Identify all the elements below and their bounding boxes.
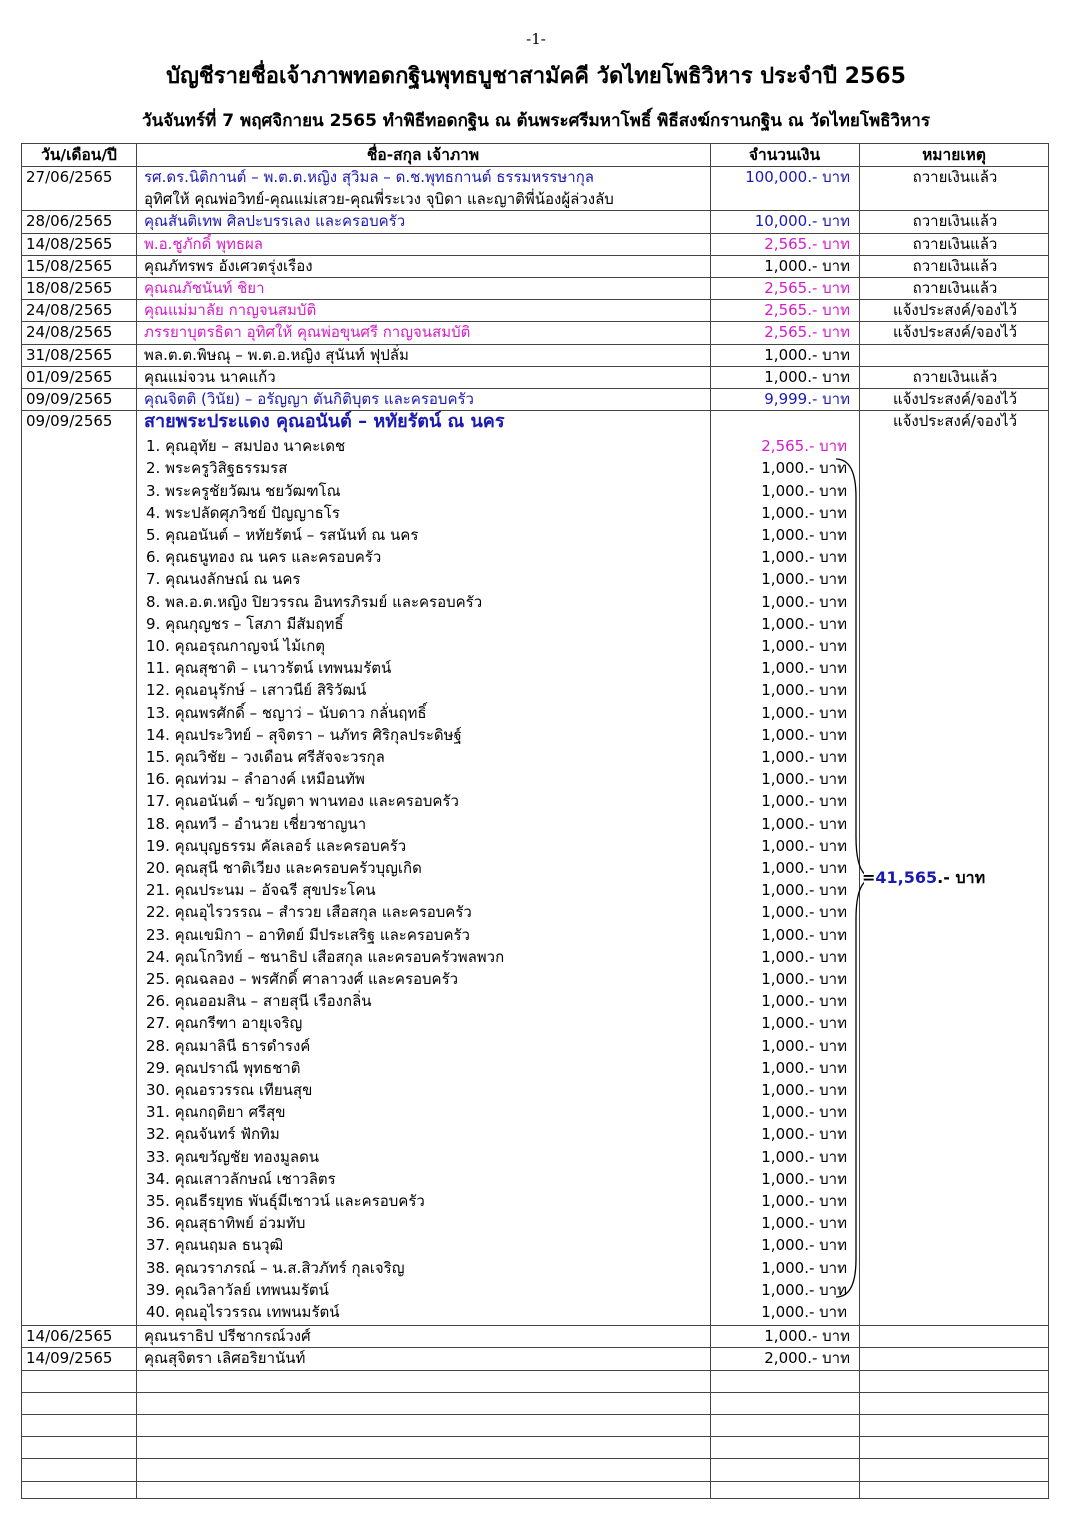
group-member-name: 38. คุณวราภรณ์ – น.ส.สิวภัทร์ กุลเจริญ [146,1258,405,1277]
row-amount: 1,000.- บาท [764,345,850,364]
document-subtitle: วันจันทร์ที่ 7 พฤศจิกายน 2565 ทำพิธีทอดกฐิน ณ ต้นพระศรีมหาโพธิ์ พิธีสงฆ์กรานกฐิน ณ วัดไทยโพธิวิหาร [142,111,930,131]
row-date: 14/08/2565 [26,234,113,253]
group-member-name: 21. คุณประนม – อัจฉรี สุขประโคน [146,881,376,900]
row-name: คุณแม่จวน นาคแก้ว [144,367,276,386]
row-amount: 1,000.- บาท [764,256,850,275]
group-member-name: 34. คุณเสาวลักษณ์ เชาวลิตร [146,1169,336,1188]
group-member-amount: 1,000.- บาท [761,792,847,811]
header-amount: จำนวนเงิน [748,146,821,164]
row-name: คุณนราธิป ปรีชากรณ์วงศ์ [144,1327,311,1346]
group-member-amount: 1,000.- บาท [761,1103,847,1122]
group-member-amount: 1,000.- บาท [761,748,847,766]
group-member-name: 4. พระปลัดศุภวิชย์ ปัญญาธโร [146,503,340,522]
row-divider [22,1458,1048,1459]
group-title: สายพระประแดง คุณอนันต์ – หทัยรัตน์ ณ นคร [144,411,505,433]
group-member-amount: 1,000.- บาท [761,1014,847,1033]
row-amount: 2,565.- บาท [764,279,850,297]
group-member-amount: 1,000.- บาท [761,614,847,633]
group-member-amount: 1,000.- บาท [761,1036,847,1055]
group-member-amount: 1,000.- บาท [761,1192,847,1210]
group-member-amount: 1,000.- บาท [761,637,847,655]
group-member-amount: 2,565.- บาท [761,437,847,456]
group-member-name: 26. คุณออมสิน – สายสุนี เรืองกลิ่น [146,992,372,1011]
row-date: 18/08/2565 [26,279,113,297]
row-amount: 100,000.- บาท [745,168,850,186]
row-divider [22,1481,1048,1482]
row-amount: 2,565.- บาท [764,323,850,342]
group-member-amount: 1,000.- บาท [761,859,847,877]
group-member-name: 23. คุณเขมิกา – อาทิตย์ มีประเสริฐ และครอบครัว [146,925,470,944]
group-member-amount: 1,000.- บาท [761,1280,847,1299]
group-member-amount: 1,000.- บาท [761,947,847,966]
group-member-amount: 1,000.- บาท [761,570,847,589]
group-member-amount: 1,000.- บาท [761,903,847,922]
row-note [865,1347,1045,1369]
row-note: ถวายเงินแล้ว [912,168,998,186]
row-note: ถวายเงินแล้ว [912,279,998,297]
row-date: 01/09/2565 [26,367,113,386]
row-date: 15/08/2565 [26,256,113,275]
group-member-name: 40. คุณอุไรวรรณ เทพนมรัตน์ [146,1303,340,1321]
row-note: แจ้งประสงค์/จองไว้ [892,390,1018,408]
group-member-amount: 1,000.- บาท [761,970,847,988]
group-member-name: 10. คุณอรุณกาญจน์ ไม้เกตุ [146,637,326,655]
header-note: หมายเหตุ [922,146,986,164]
group-member-name: 18. คุณทวี – อำนวย เชี่ยวชาญนา [146,814,367,833]
group-member-amount: 1,000.- บาท [761,1147,847,1166]
row-name: คุณณภัชนันท์ ชิยา [144,279,265,297]
group-total-value: 41,565 [875,868,938,887]
row-amount: 1,000.- บาท [764,1327,850,1346]
group-member-name: 32. คุณจันทร์ ฟักทิม [146,1125,280,1144]
group-member-name: 33. คุณขวัญชัย ทองมูลดน [146,1147,320,1166]
group-member-amount: 1,000.- บาท [761,725,847,744]
group-member-amount: 1,000.- บาท [761,992,847,1011]
row-date: 14/06/2565 [26,1327,113,1346]
group-member-name: 39. คุณวิลาวัลย์ เทพนมรัตน์ [146,1280,329,1299]
group-member-amount: 1,000.- บาท [761,1081,847,1099]
group-member-name: 31. คุณกฤติยา ศรีสุข [146,1103,286,1122]
group-member-name: 35. คุณธีรยุทธ พันธุ์มีเชาวน์ และครอบครัว [146,1192,425,1210]
header-name: ชื่อ-สกุล เจ้าภาพ [366,146,480,164]
header-date: วัน/เดือน/ปี [41,146,117,164]
group-member-name: 16. คุณท่วม – ลำอางค์ เหมือนทัพ [146,770,365,789]
group-member-amount: 1,000.- บาท [761,1258,847,1277]
group-member-name: 6. คุณธนูทอง ณ นคร และครอบครัว [146,548,382,567]
group-member-name: 8. พล.อ.ต.หญิง ปิยวรรณ อินทรภิรมย์ และครอบครัว [146,592,483,611]
group-member-amount: 1,000.- บาท [761,592,847,611]
row-date: 27/06/2565 [26,168,113,186]
group-member-name: 20. คุณสุนี ชาติเวียง และครอบครัวบุญเกิด [146,859,422,877]
group-member-amount: 1,000.- บาท [761,925,847,944]
donor-table [21,143,1049,1499]
group-member-amount: 1,000.- บาท [761,1169,847,1188]
row-name: คุณสุจิตรา เลิศอริยานันท์ [144,1349,306,1368]
row-amount: 9,999.- บาท [764,390,850,408]
group-brace [834,457,864,1299]
group-member-name: 9. คุณกุญชร – โสภา มีสัมฤทธิ์ [146,614,344,633]
row-date: 31/08/2565 [26,345,113,364]
group-total [862,866,985,891]
group-member-amount: 1,000.- บาท [761,459,847,478]
group-member-amount: 1,000.- บาท [761,703,847,722]
row-divider [22,1370,1048,1371]
group-member-name: 29. คุณปราณี พุทธชาติ [146,1058,301,1077]
group-member-name: 36. คุณสุธาทิพย์ อ่วมทับ [146,1214,306,1233]
group-member-amount: 1,000.- บาท [761,1303,847,1321]
group-member-name: 11. คุณสุชาติ – เนาวรัตน์ เทพนมรัตน์ [146,659,392,678]
row-amount: 2,000.- บาท [764,1349,850,1368]
group-member-amount: 1,000.- บาท [761,548,847,567]
group-member-amount: 1,000.- บาท [761,481,847,500]
group-member-name: 12. คุณอนุรักษ์ – เสาวนีย์ สิริวัฒน์ [146,681,367,700]
group-member-name: 3. พระครูชัยวัฒน ชยวัฒฑโณ [146,481,341,500]
group-member-amount: 1,000.- บาท [761,814,847,833]
row-note: ถวายเงินแล้ว [912,212,998,231]
group-member-amount: 1,000.- บาท [761,881,847,900]
group-member-name: 22. คุณอุไรวรรณ – สำรวย เสือสกุล และครอบครัว [146,903,472,922]
row-note: ถวายเงินแล้ว [912,256,998,275]
group-member-name: 17. คุณอนันต์ – ขวัญตา พานทอง และครอบครัว [146,792,459,811]
row-name: คุณจิตติ (วินัย) – อรัญญา ตันกิติบุตร และครอบครัว [144,390,474,408]
row-amount: 2,565.- บาท [764,234,850,253]
group-member-name: 30. คุณอรวรรณ เทียนสุข [146,1081,313,1099]
row-name: ภรรยาบุตรธิดา อุทิศให้ คุณพ่อขุนศรี กาญจนสมบัติ [144,323,471,342]
group-member-name: 15. คุณวิชัย – วงเดือน ศรีสัจจะวรกุล [146,748,385,766]
group-member-amount: 1,000.- บาท [761,836,847,855]
group-member-name: 1. คุณอุทัย – สมปอง นาคะเดช [146,437,346,456]
group-member-name: 25. คุณฉลอง – พรศักดิ์ ศาลาวงศ์ และครอบครัว [146,970,459,988]
group-member-name: 5. คุณอนันต์ – หทัยรัตน์ – รสนันท์ ณ นคร [146,526,419,544]
row-divider [22,1436,1048,1437]
row-note: ถวายเงินแล้ว [912,234,998,253]
group-member-amount: 1,000.- บาท [761,503,847,522]
group-member-amount: 1,000.- บาท [761,1214,847,1233]
group-member-amount: 1,000.- บาท [761,526,847,544]
group-member-amount: 1,000.- บาท [761,659,847,678]
group-member-name: 7. คุณนงลักษณ์ ณ นคร [146,570,301,589]
group-member-name: 13. คุณพรศักดิ์ – ชญาว่ – นับดาว กลั่นฤทธิ์ [146,703,427,722]
group-member-amount: 1,000.- บาท [761,1058,847,1077]
row-date: 24/08/2565 [26,323,113,342]
row-amount: 1,000.- บาท [764,367,850,386]
row-name: คุณแม่มาลัย กาญจนสมบัติ [144,301,317,320]
row-name: พ.อ.ชูภักดิ์ พุทธผล [144,234,264,253]
group-member-amount: 1,000.- บาท [761,681,847,700]
page-number: -1- [526,30,546,48]
group-member-name: 28. คุณมาลินี ธารดำรงค์ [146,1036,311,1055]
row-note: แจ้งประสงค์/จองไว้ [892,323,1018,342]
row-amount: 2,565.- บาท [764,301,850,320]
group-member-name: 2. พระครูวิสิฐธรรมรส [146,459,288,478]
row-amount: 10,000.- บาท [754,212,850,231]
group-member-name: 27. คุณกรีฑา อายุเจริญ [146,1014,303,1033]
row-date: 09/09/2565 [26,390,113,408]
row-note: แจ้งประสงค์/จองไว้ [892,301,1018,320]
row-date: 28/06/2565 [26,212,113,231]
group-total-suffix: .- บาท [937,868,986,887]
group-member-amount: 1,000.- บาท [761,1236,847,1255]
group-member-name: 19. คุณบุญธรรม คัลเลอร์ และครอบครัว [146,836,407,855]
row-date: 14/09/2565 [26,1349,113,1368]
row-name-line2: อุทิศให้ คุณพ่อวิทย์-คุณแม่เสวย-คุณพี่ระเวง จุบิดา และญาติพี่น้องผู้ล่วงลับ [144,190,614,209]
row-name: รศ.ดร.นิติกานต์ – พ.ต.ต.หญิง สุวิมล – ด.ช.พุทธกานต์ ธรรมหรรษากุล [144,168,594,186]
group-total-prefix: = [862,868,876,887]
row-name: คุณสันติเทพ ศิลปะบรรเลง และครอบครัว [144,212,406,231]
group-member-amount: 1,000.- บาท [761,1125,847,1144]
row-name: พล.ต.ต.พิษณุ – พ.ต.อ.หญิง สุนันท์ ฟุปลั่ม [144,345,409,364]
group-member-name: 24. คุณโกวิทย์ – ชนาธิป เสือสกุล และครอบครัวพลพวก [146,947,505,966]
group-note: แจ้งประสงค์/จองไว้ [892,412,1018,431]
row-divider [22,1414,1048,1415]
row-note: ถวายเงินแล้ว [912,367,998,386]
row-note [865,344,1045,366]
document-title: บัญชีรายชื่อเจ้าภาพทอดกฐินพุทธบูชาสามัคคี วัดไทยโพธิวิหาร ประจำปี 2565 [166,64,906,89]
group-date: 09/09/2565 [26,412,113,431]
group-member-name: 14. คุณประวิทย์ – สุจิตรา – นภัทร ศิริกุลประดิษฐ์ [146,725,462,744]
column-divider [136,144,137,1498]
group-member-name: 37. คุณนฤมล ธนวุฒิ [146,1236,284,1255]
row-note [865,1325,1045,1347]
group-member-amount: 1,000.- บาท [761,770,847,789]
row-divider [22,1392,1048,1393]
row-date: 24/08/2565 [26,301,113,320]
row-name: คุณภัทรพร อังเศวตรุ่งเรือง [144,256,313,275]
